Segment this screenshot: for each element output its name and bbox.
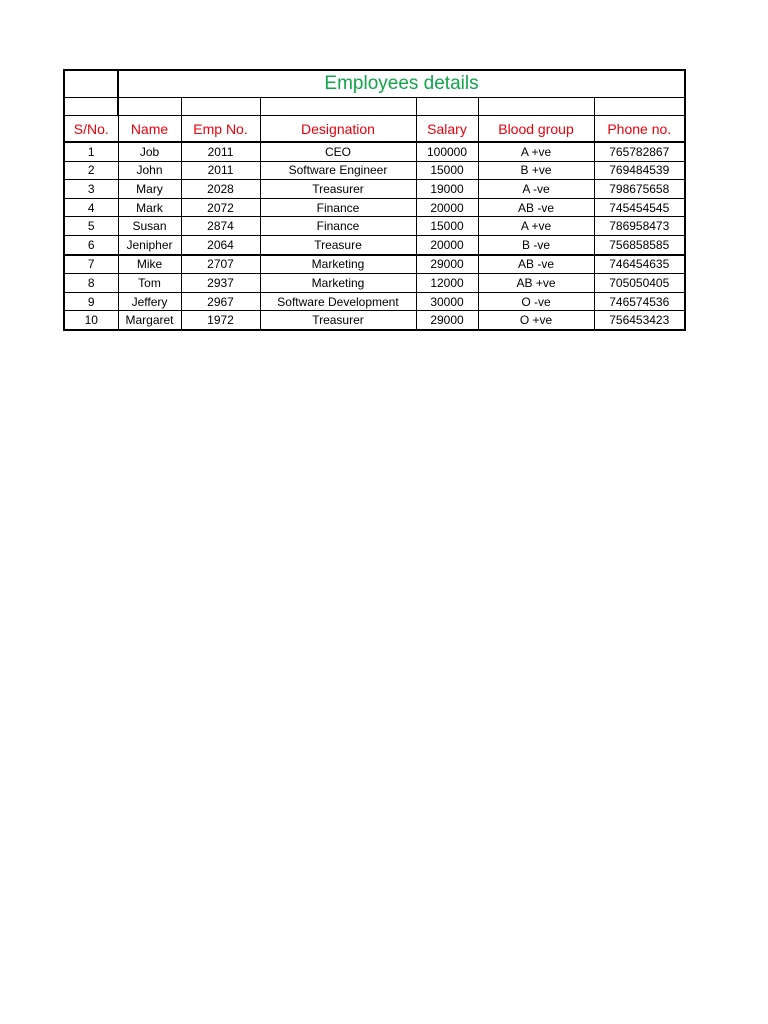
designation-cell: Treasurer [260,180,416,199]
phone-cell: 746454635 [594,255,685,274]
designation-cell: Software Engineer [260,161,416,180]
title-row [64,70,685,98]
column-header-salary: Salary [416,116,478,143]
empty-cell [181,98,260,116]
emp-no-cell: 2937 [181,274,260,293]
blank-row [64,98,685,116]
blood-group-cell: AB -ve [478,255,594,274]
name-cell: Jenipher [118,235,181,254]
employees-table [63,69,686,331]
salary-cell: 100000 [416,142,478,161]
column-header-blood-group: Blood group [478,116,594,143]
empty-cell [64,98,118,116]
column-header-sno: S/No. [64,116,118,143]
blood-group-cell: AB -ve [478,198,594,217]
blood-group-cell: A +ve [478,142,594,161]
blood-group-cell: O +ve [478,311,594,330]
column-header-name: Name [118,116,181,143]
emp-no-cell: 2707 [181,255,260,274]
sno-cell: 1 [64,142,118,161]
table-row [64,198,685,217]
phone-cell: 765782867 [594,142,685,161]
table-title: Employees details [118,70,685,98]
emp-no-cell: 2874 [181,217,260,236]
blood-group-cell: A -ve [478,180,594,199]
column-header-designation: Designation [260,116,416,143]
name-cell: John [118,161,181,180]
salary-cell: 19000 [416,180,478,199]
empty-cell [118,98,181,116]
designation-cell: Finance [260,217,416,236]
salary-cell: 30000 [416,292,478,311]
name-cell: Margaret [118,311,181,330]
name-cell: Susan [118,217,181,236]
emp-no-cell: 2028 [181,180,260,199]
blood-group-cell: O -ve [478,292,594,311]
salary-cell: 20000 [416,235,478,254]
phone-cell: 745454545 [594,198,685,217]
emp-no-cell: 2967 [181,292,260,311]
sno-cell: 5 [64,217,118,236]
sno-cell: 6 [64,235,118,254]
table-row [64,161,685,180]
table-row [64,311,685,330]
name-cell: Jeffery [118,292,181,311]
phone-cell: 798675658 [594,180,685,199]
header-row [64,116,685,143]
name-cell: Tom [118,274,181,293]
phone-cell: 756858585 [594,235,685,254]
name-cell: Mark [118,198,181,217]
empty-cell [416,98,478,116]
sno-cell: 10 [64,311,118,330]
table-row [64,142,685,161]
emp-no-cell: 1972 [181,311,260,330]
designation-cell: Treasure [260,235,416,254]
name-cell: Job [118,142,181,161]
emp-no-cell: 2064 [181,235,260,254]
empty-cell [478,98,594,116]
designation-cell: Software Development [260,292,416,311]
emp-no-cell: 2011 [181,161,260,180]
sno-cell: 4 [64,198,118,217]
table-row [64,292,685,311]
phone-cell: 786958473 [594,217,685,236]
table-row [64,217,685,236]
blood-group-cell: B -ve [478,235,594,254]
table-row [64,274,685,293]
salary-cell: 15000 [416,217,478,236]
salary-cell: 20000 [416,198,478,217]
emp-no-cell: 2011 [181,142,260,161]
sno-cell: 3 [64,180,118,199]
designation-cell: Finance [260,198,416,217]
designation-cell: CEO [260,142,416,161]
sno-cell: 2 [64,161,118,180]
name-cell: Mike [118,255,181,274]
table-row [64,235,685,254]
salary-cell: 29000 [416,311,478,330]
salary-cell: 15000 [416,161,478,180]
empty-cell [64,70,118,98]
phone-cell: 756453423 [594,311,685,330]
phone-cell: 769484539 [594,161,685,180]
name-cell: Mary [118,180,181,199]
blood-group-cell: A +ve [478,217,594,236]
emp-no-cell: 2072 [181,198,260,217]
salary-cell: 29000 [416,255,478,274]
blood-group-cell: AB +ve [478,274,594,293]
blood-group-cell: B +ve [478,161,594,180]
sno-cell: 9 [64,292,118,311]
column-header-phone-no: Phone no. [594,116,685,143]
phone-cell: 746574536 [594,292,685,311]
sno-cell: 7 [64,255,118,274]
column-header-emp-no: Emp No. [181,116,260,143]
salary-cell: 12000 [416,274,478,293]
designation-cell: Marketing [260,274,416,293]
empty-cell [260,98,416,116]
sno-cell: 8 [64,274,118,293]
phone-cell: 705050405 [594,274,685,293]
designation-cell: Treasurer [260,311,416,330]
table-row [64,255,685,274]
empty-cell [594,98,685,116]
designation-cell: Marketing [260,255,416,274]
table-row [64,180,685,199]
